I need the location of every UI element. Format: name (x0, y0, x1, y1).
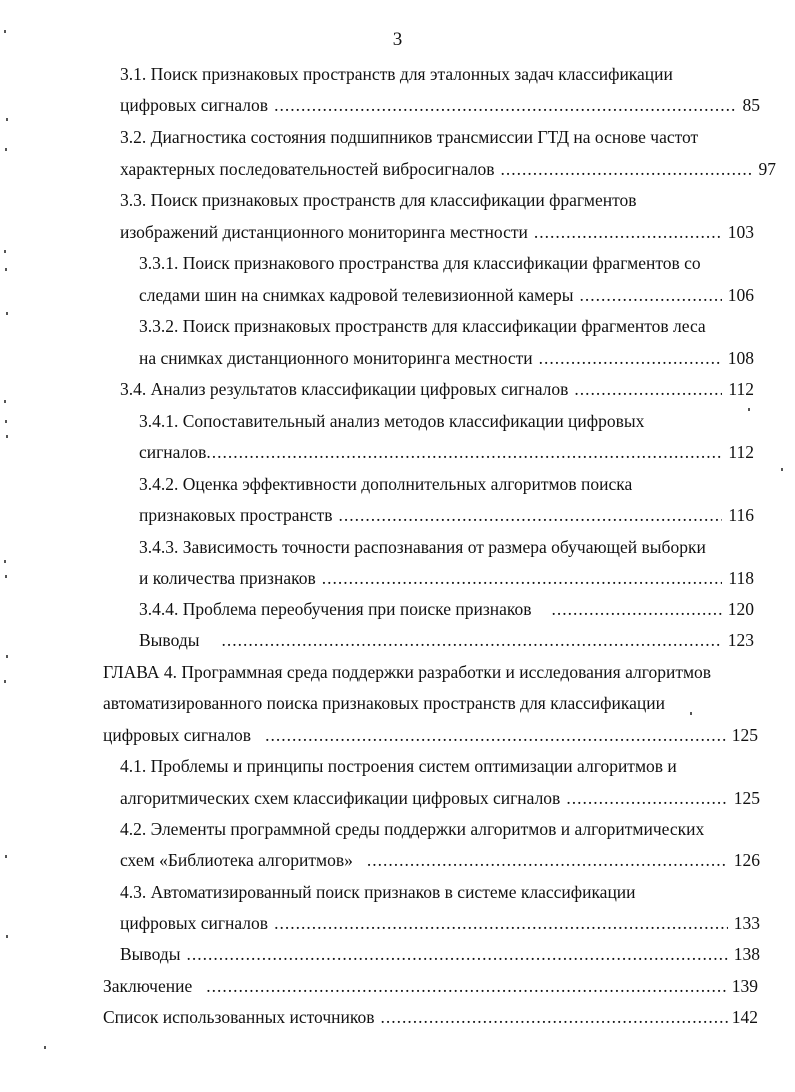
toc-entry-text: 3.1. Поиск признаковых пространств для эталонных задач классификации (120, 64, 673, 84)
toc-line (120, 845, 760, 876)
toc-entry-text: цифровых сигналов (120, 95, 269, 115)
toc-entry-text: цифровых сигналов (103, 725, 252, 745)
toc-line (120, 814, 780, 845)
toc-page-number: 138 (733, 944, 760, 964)
toc-entry-text: 4.3. Автоматизированный поиск признаков в системе классификации (120, 882, 636, 902)
toc-page-number: 106 (727, 285, 754, 305)
toc-entry-text: и количества признаков (139, 568, 316, 588)
toc-page-number: 116 (728, 505, 754, 525)
toc-line (139, 625, 754, 656)
toc-line (120, 939, 760, 970)
toc-line (120, 122, 760, 153)
toc-line (139, 437, 754, 468)
toc-entry-text: алгоритмических схем классификации цифровых сигналов (120, 788, 561, 808)
toc-entry-text: сигналов (139, 442, 207, 462)
toc-line (103, 657, 773, 688)
toc-page-number: 133 (733, 913, 760, 933)
toc-page-number: 108 (727, 348, 754, 368)
dot-leader (206, 971, 726, 1002)
toc-line (139, 248, 779, 279)
toc-entry-text: Выводы (120, 944, 181, 964)
toc-entry-text: 3.2. Диагностика состояния подшипников трансмиссии ГТД на основе частот (120, 127, 699, 147)
dot-leader (274, 908, 728, 939)
toc-page-number: 112 (728, 379, 754, 399)
toc-page-number: 97 (758, 159, 776, 179)
toc-line (139, 343, 754, 374)
toc-line (139, 311, 779, 342)
toc-entry-text: 3.4.3. Зависимость точности распознавания от размера обучающей выборки (139, 537, 706, 557)
toc-line (103, 688, 753, 719)
dot-leader (539, 343, 722, 374)
toc-line (120, 185, 760, 216)
toc-entry-text: 3.4. Анализ результатов классификации цифровых сигналов (120, 379, 569, 399)
toc-line (120, 908, 760, 939)
toc-entry-text: ГЛАВА 4. Программная среда поддержки разработки и исследования алгоритмов (103, 662, 712, 682)
toc-entry-text: схем «Библиотека алгоритмов» (120, 850, 353, 870)
dot-leader (186, 939, 727, 970)
toc-entry-text: 3.3.2. Поиск признаковых пространств для классификации фрагментов леса (139, 316, 706, 336)
toc-line (120, 217, 754, 248)
toc-page-number: 126 (733, 850, 760, 870)
toc-entry-text: изображений дистанционного мониторинга местности (120, 222, 528, 242)
toc-line (139, 469, 759, 500)
toc-page-number: 120 (727, 599, 754, 619)
toc-line (103, 720, 758, 751)
toc-entry-text: признаковых пространств (139, 505, 333, 525)
toc-line (139, 532, 784, 563)
dot-leader (274, 90, 736, 121)
toc-line (139, 594, 754, 625)
toc-line (103, 971, 758, 1002)
toc-entry-text: 3.4.2. Оценка эффективности дополнительных алгоритмов поиска (139, 474, 633, 494)
toc-entry-text: следами шин на снимках кадровой телевизионной камеры (139, 285, 574, 305)
toc-page-number: 118 (728, 568, 754, 588)
toc-page-number: 125 (733, 788, 760, 808)
dot-leader (206, 437, 722, 468)
toc-line (120, 783, 760, 814)
toc-entry-text: на снимках дистанционного мониторинга местности (139, 348, 533, 368)
toc-entry-text: 4.2. Элементы программной среды поддержки алгоритмов и алгоритмических (120, 819, 705, 839)
toc-page-number: 139 (731, 976, 758, 996)
toc-line (120, 154, 776, 185)
toc-entry-text: 3.4.4. Проблема переобучения при поиске признаков (139, 599, 532, 619)
toc-entry-text: Заключение (103, 976, 193, 996)
dot-leader (501, 154, 753, 185)
toc-page-number: 85 (742, 95, 760, 115)
toc-line (139, 563, 754, 594)
toc-line (120, 90, 760, 121)
toc-line (120, 374, 754, 405)
toc-page-number: 142 (731, 1007, 758, 1027)
toc-line (120, 751, 770, 782)
dot-leader (367, 845, 728, 876)
toc-page-number: 125 (731, 725, 758, 745)
toc-entry-text: Выводы (139, 630, 200, 650)
toc-entry-text: 3.3.1. Поиск признакового пространства для классификации фрагментов со (139, 253, 701, 273)
toc-line (139, 406, 759, 437)
dot-leader (552, 594, 722, 625)
toc-line (139, 280, 754, 311)
toc-entry-text: цифровых сигналов (120, 913, 269, 933)
dot-leader (381, 1002, 730, 1033)
dot-leader (534, 217, 722, 248)
toc-line (103, 1002, 758, 1033)
dot-leader (339, 500, 723, 531)
toc-entry-text: 3.4.1. Сопоставительный анализ методов классификации цифровых (139, 411, 645, 431)
dot-leader (221, 625, 721, 656)
dot-leader (574, 374, 722, 405)
dot-leader (566, 783, 727, 814)
toc-entry-text: 3.3. Поиск признаковых пространств для классификации фрагментов (120, 190, 637, 210)
toc-entry-text: 4.1. Проблемы и принципы построения систем оптимизации алгоритмов и (120, 756, 677, 776)
toc-entry-text: Список использованных источников (103, 1007, 375, 1027)
toc-page-number: 112 (728, 442, 754, 462)
dot-leader (265, 720, 726, 751)
toc-line (120, 59, 760, 90)
dot-leader (580, 280, 722, 311)
toc-entry-text: автоматизированного поиска признаковых пространств для классификации (103, 693, 665, 713)
dot-leader (322, 563, 723, 594)
toc-page-number: 103 (727, 222, 754, 242)
toc-line (139, 500, 754, 531)
toc-entry-text: характерных последовательностей вибросигналов (120, 159, 495, 179)
toc-line (120, 877, 760, 908)
page-number: 3 (392, 29, 403, 50)
toc-page-number: 123 (727, 630, 754, 650)
